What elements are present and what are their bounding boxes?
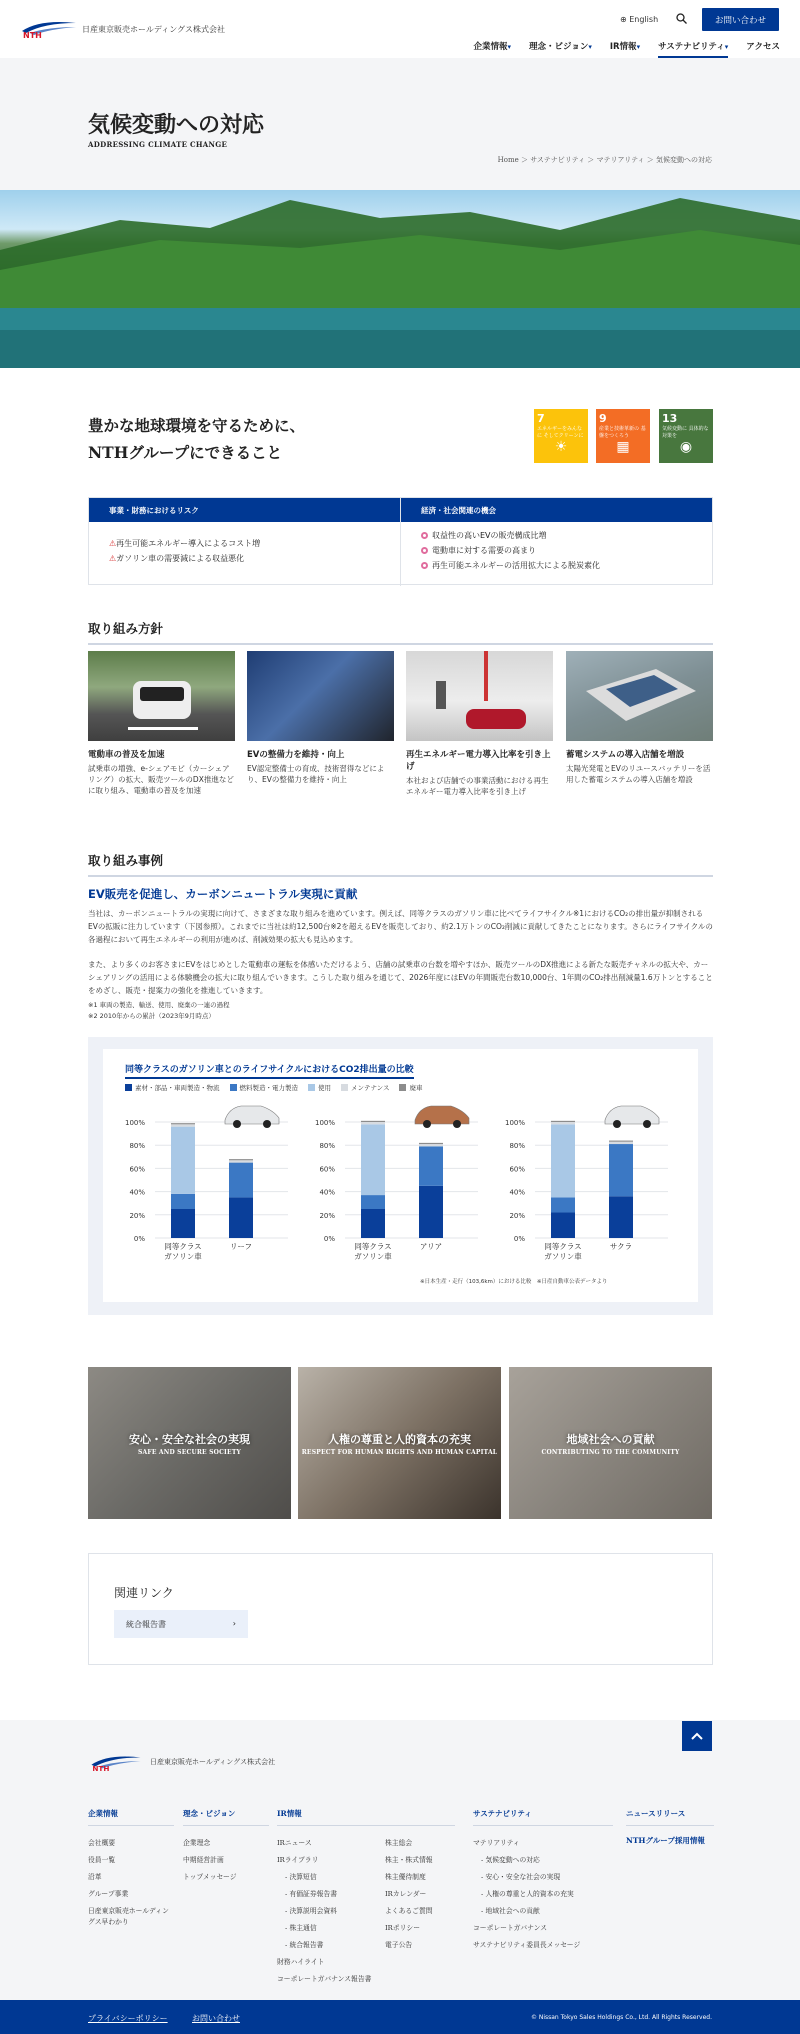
y-tick-label: 0%	[513, 1235, 525, 1243]
legend-swatch	[399, 1084, 406, 1091]
risk-text: ガソリン車の需要減による収益悪化	[116, 554, 245, 563]
footer-link[interactable]: 中期経営計画	[183, 1856, 224, 1864]
y-tick-label: 100%	[124, 1119, 145, 1127]
photo-title: 地域社会への貢献	[566, 1433, 655, 1446]
lead-line1: 豊かな地球環境を守るために、	[88, 416, 306, 435]
chevron-right-icon: ›	[232, 1619, 236, 1628]
bar-segment	[361, 1124, 385, 1195]
y-tick-label: 20%	[319, 1211, 335, 1220]
policy-card	[88, 651, 235, 796]
footer-link[interactable]: 役員一覧	[88, 1856, 116, 1864]
footer-link[interactable]: - 株主通信	[285, 1924, 317, 1932]
bar-segment	[361, 1122, 385, 1124]
wheel-icon	[423, 1120, 431, 1128]
language-link[interactable]	[620, 15, 658, 24]
legend-item	[341, 1083, 389, 1092]
bar-segment	[609, 1196, 633, 1238]
footer-col-head[interactable]: 企業情報	[88, 1808, 174, 1826]
circle-icon	[421, 547, 428, 554]
footer-col-ir	[277, 1808, 455, 1988]
footer-col-head[interactable]: ニュースリリース	[626, 1808, 714, 1826]
safe-society-card[interactable]	[88, 1367, 291, 1519]
co2-comparison-chart	[103, 1100, 698, 1275]
bar-segment	[551, 1197, 575, 1212]
page-top-button[interactable]	[682, 1721, 712, 1751]
footer-link[interactable]: IRカレンダー	[385, 1890, 427, 1898]
policy-card	[247, 651, 394, 785]
chart-title: 同等クラスのガソリン車とのライフサイクルにおけるCO2排出量の比較	[125, 1062, 414, 1079]
sdg7-icon	[534, 409, 588, 463]
opportunity-text: 収益性の高いEVの販売構成比増	[432, 531, 547, 540]
sdg-label: 気候変動に 具体的な対策を	[662, 426, 709, 439]
legend-swatch	[230, 1084, 237, 1091]
nav-label: 企業情報	[473, 42, 508, 52]
x-category-label: サクラ	[609, 1242, 633, 1251]
community-card[interactable]	[509, 1367, 712, 1519]
sdg9-icon	[596, 409, 650, 463]
footer-link[interactable]: - 気候変動への対応	[481, 1856, 540, 1864]
mechanic-image	[247, 651, 394, 741]
card-desc: 試乗車の増強、e-シェアモビ（カーシェアリング）の拡大、販売ツールのDX推進などに取り組み、電動車の普及を加速	[88, 764, 234, 795]
card-title: 電動車の普及を加速	[88, 750, 165, 760]
footer-link[interactable]: - 人権の尊重と人的資本の充実	[481, 1890, 574, 1898]
bar-segment	[419, 1143, 443, 1144]
footer-link[interactable]: 株主・株式情報	[385, 1856, 433, 1864]
eye-earth-icon: ◉	[679, 439, 693, 455]
x-category-label: 同等クラス	[164, 1242, 202, 1251]
sdg-label: 産業と技術革新の 基盤をつくろう	[599, 426, 646, 439]
footer-link[interactable]: IRポリシー	[385, 1924, 420, 1932]
privacy-policy-link[interactable]: プライバシーポリシー	[88, 2014, 168, 2023]
chevron-down-icon: ▾	[507, 43, 511, 51]
nav-ir[interactable]	[610, 40, 640, 58]
nav-company[interactable]	[473, 40, 511, 58]
footer-col-news	[626, 1808, 714, 1846]
footer-link[interactable]: 会社概要	[88, 1839, 116, 1847]
global-nav	[473, 40, 780, 58]
bar-segment	[361, 1195, 385, 1209]
y-tick-label: 60%	[509, 1165, 525, 1174]
footer-col-vision	[183, 1808, 269, 1886]
opportunity-item	[421, 558, 702, 573]
chevron-down-icon: ▾	[588, 43, 592, 51]
footer-link[interactable]: 株主優待制度	[385, 1873, 426, 1881]
bar-segment	[171, 1127, 195, 1194]
x-category-label: リーフ	[229, 1242, 253, 1251]
wheel-icon	[233, 1120, 241, 1128]
legend-label: メンテナンス	[351, 1084, 390, 1092]
legend-item	[230, 1083, 299, 1092]
card-desc: 本社および店舗での事業活動における再生エネルギー電力導入比率を引き上げ	[406, 776, 549, 796]
related-links	[88, 1553, 713, 1665]
y-tick-label: 80%	[319, 1142, 335, 1151]
footer-link[interactable]: 財務ハイライト	[277, 1958, 325, 1966]
card-title: 蓄電システムの導入店舗を増設	[566, 750, 685, 760]
car-icon	[605, 1106, 659, 1124]
sdg-number: 9	[599, 412, 607, 425]
legend-item	[308, 1083, 331, 1092]
footer-link[interactable]: 日産東京販売ホールディングス早わかり	[88, 1907, 169, 1926]
lead-line2: NTHグループにできること	[88, 443, 283, 462]
svg-text:NTH: NTH	[92, 1764, 110, 1772]
contact-button[interactable]: お問い合わせ	[702, 8, 779, 31]
link-label: 統合報告書	[126, 1620, 166, 1629]
footer-bottom-bar	[0, 2000, 800, 2034]
bar-segment	[551, 1124, 575, 1197]
opportunity-text: 再生可能エネルギーの活用拡大による脱炭素化	[432, 561, 600, 570]
x-category-label: アリア	[419, 1242, 443, 1251]
solar-building-image	[566, 651, 713, 741]
x-category-label: 同等クラス	[544, 1242, 582, 1251]
language-label: English	[629, 15, 659, 24]
circle-icon	[421, 562, 428, 569]
photo-subtitle: CONTRIBUTING TO THE COMMUNITY	[541, 1449, 680, 1456]
policy-heading: 取り組み方針	[88, 619, 713, 645]
y-tick-label: 100%	[504, 1119, 525, 1127]
footer-link[interactable]: よくあるご質問	[385, 1907, 433, 1915]
footer-link[interactable]: - 統合報告書	[285, 1941, 324, 1949]
y-tick-label: 20%	[509, 1211, 525, 1220]
legend-label: 燃料製造・電力製造	[239, 1084, 298, 1092]
footer-link[interactable]: - 有価証券報告書	[285, 1890, 338, 1898]
footer-link[interactable]: トップメッセージ	[183, 1873, 237, 1881]
sdg-number: 13	[662, 412, 678, 425]
bar-segment	[229, 1159, 253, 1160]
search-icon[interactable]	[676, 13, 687, 24]
legend-item	[399, 1083, 422, 1092]
footer-col-sustainability	[473, 1808, 613, 1954]
y-tick-label: 60%	[319, 1165, 335, 1174]
cube-icon: ▦	[616, 439, 630, 455]
chevron-down-icon: ▾	[636, 43, 641, 51]
y-tick-label: 40%	[129, 1188, 145, 1197]
page-subtitle: ADDRESSING CLIMATE CHANGE	[88, 140, 228, 149]
footer-link[interactable]: 沿革	[88, 1873, 102, 1881]
bar-segment	[171, 1194, 195, 1209]
footer-logo[interactable]	[88, 1752, 144, 1772]
risk-heading: 事業・財務におけるリスク	[89, 498, 400, 522]
legend-item	[125, 1083, 220, 1092]
y-tick-label: 80%	[129, 1142, 145, 1151]
ev-charging-image	[406, 651, 553, 741]
opportunity-column	[401, 498, 712, 586]
globe-icon: ⊕	[620, 15, 627, 24]
copyright: © Nissan Tokyo Sales Holdings Co., Ltd. All Rights Reserved.	[530, 2014, 712, 2021]
circle-icon	[421, 532, 428, 539]
note-1: ※1 車両の製造、輸送、使用、廃棄の一連の過程	[88, 1001, 230, 1009]
bar-segment	[171, 1123, 195, 1124]
footer-contact-link[interactable]: お問い合わせ	[192, 2014, 240, 2023]
footer-link[interactable]: - 安心・安全な社会の実現	[481, 1873, 561, 1881]
opportunity-item	[421, 543, 702, 558]
site-header	[0, 0, 800, 58]
footer-link[interactable]: - 決算説明会資料	[285, 1907, 338, 1915]
bar-segment	[361, 1121, 385, 1122]
integrated-report-link[interactable]	[114, 1610, 248, 1638]
legend-swatch	[125, 1084, 132, 1091]
photo-subtitle: RESPECT FOR HUMAN RIGHTS AND HUMAN CAPITAL	[301, 1449, 498, 1456]
footer-company: 日産東京販売ホールディングス株式会社	[150, 1758, 276, 1766]
footer-col-head[interactable]: サステナビリティ	[473, 1808, 613, 1826]
wheel-icon	[643, 1120, 651, 1128]
footer-link[interactable]: コーポレートガバナンス報告書	[277, 1975, 372, 1983]
bar-segment	[171, 1209, 195, 1238]
mountain-lake-image	[0, 190, 800, 368]
bar-segment	[609, 1141, 633, 1142]
opportunity-heading: 経済・社会関連の機会	[401, 498, 712, 522]
footer-link[interactable]: IRニュース	[277, 1839, 312, 1847]
risk-column	[89, 498, 401, 586]
chart-legend	[125, 1083, 422, 1092]
svg-text:NTH: NTH	[23, 31, 42, 39]
footer-link[interactable]: IRライブラリ	[277, 1856, 319, 1864]
y-tick-label: 80%	[509, 1142, 525, 1151]
company-name: 日産東京販売ホールディングス株式会社	[82, 25, 225, 34]
human-rights-card[interactable]	[298, 1367, 501, 1519]
bar-segment	[419, 1144, 443, 1146]
x-category-label: ガソリン車	[544, 1252, 582, 1261]
y-tick-label: 60%	[129, 1165, 145, 1174]
footer-link[interactable]: 企業理念	[183, 1839, 211, 1847]
examples-heading: 取り組み事例	[88, 851, 713, 877]
bar-segment	[361, 1209, 385, 1238]
page-title: 気候変動への対応	[88, 112, 265, 138]
examples-subheading: EV販売を促進し、カーボンニュートラル実現に貢献	[88, 887, 358, 901]
sun-icon: ☀	[554, 439, 568, 455]
examples-notes	[88, 1000, 713, 1022]
bar-segment	[609, 1144, 633, 1196]
warning-icon: ⚠	[109, 539, 117, 548]
risk-text: 再生可能エネルギー導入によるコスト増	[116, 539, 261, 548]
bar-segment	[551, 1121, 575, 1122]
y-tick-label: 20%	[129, 1211, 145, 1220]
car-icon	[225, 1106, 279, 1124]
recruit-link[interactable]: NTHグループ採用情報	[626, 1836, 705, 1845]
lead-title	[88, 412, 305, 466]
car-icon	[415, 1106, 469, 1124]
risk-item	[109, 536, 390, 551]
warning-icon: ⚠	[109, 554, 117, 563]
legend-label: 使用	[318, 1084, 331, 1092]
footer-link[interactable]: - 地域社会への貢献	[481, 1907, 540, 1915]
photo-subtitle: SAFE AND SECURE SOCIETY	[138, 1449, 241, 1456]
nav-vision[interactable]	[529, 40, 592, 58]
nav-label: IR情報	[609, 42, 637, 52]
y-tick-label: 100%	[314, 1119, 335, 1127]
bar-segment	[609, 1142, 633, 1144]
policy-card	[566, 651, 713, 785]
ev-car-image	[88, 651, 235, 741]
card-title: 再生エネルギー電力導入比率を引き上げ	[406, 750, 551, 772]
breadcrumb[interactable]: Home ＞ サステナビリティ ＞ マテリアリティ ＞ 気候変動への対応	[497, 156, 712, 164]
wheel-icon	[453, 1120, 461, 1128]
bar-segment	[171, 1124, 195, 1126]
related-title: 関連リンク	[114, 1586, 174, 1600]
photo-title: 人権の尊重と人的資本の充実	[328, 1433, 471, 1446]
risk-opportunity-table	[88, 497, 713, 585]
bar-segment	[551, 1212, 575, 1238]
wheel-icon	[263, 1120, 271, 1128]
chart-note: ※日本生産・走行（103,6km）における比較 ※日産自動車公表データより	[420, 1279, 608, 1285]
footer-link[interactable]: コーポレートガバナンス	[473, 1924, 548, 1932]
x-category-label: ガソリン車	[164, 1252, 202, 1261]
hero-landscape-image	[0, 190, 800, 368]
page-title-area	[0, 58, 800, 190]
y-tick-label: 0%	[323, 1235, 335, 1243]
nav-label: 理念・ビジョン	[528, 42, 589, 52]
footer-col-head[interactable]: IR情報	[277, 1808, 455, 1826]
sdg-number: 7	[537, 412, 545, 425]
examples-paragraph-2: また、より多くのお客さまにEVをはじめとした電動車の運転を体感いただけるよう、店舗の試乗車の台数を増やすほか、販売ツールのDX推進による新たな販売チャネルの拡大や、カーシェアリングの活用による体験機会の拡大に取り組んでいきます。こうした取り組みを通じて、2026年度にはEVの年間販売台数10,000台、1年間のCO₂排出削減量1.6万トンとすることをめざし、販売・提案力の強化を推進していきます。	[88, 960, 713, 995]
legend-label: 素材・部品・車両製造・物流	[135, 1084, 220, 1092]
footer-link[interactable]: サステナビリティ委員長メッセージ	[473, 1941, 581, 1949]
x-category-label: 同等クラス	[354, 1242, 392, 1251]
footer-link[interactable]: マテリアリティ	[473, 1839, 520, 1847]
sdg-label: エネルギーをみんなに そしてクリーンに	[537, 426, 584, 439]
note-2: ※2 2010年からの累計（2023年9月時点）	[88, 1012, 215, 1020]
bar-segment	[419, 1146, 443, 1185]
footer-link[interactable]: グループ事業	[88, 1890, 129, 1898]
legend-label: 廃車	[409, 1084, 423, 1092]
card-desc: EV認定整備士の育成、技術習得などにより、EVの整備力を維持・向上	[247, 764, 385, 784]
card-title: EVの整備力を維持・向上	[247, 750, 345, 760]
risk-item	[109, 551, 390, 566]
footer-link[interactable]: 電子公告	[385, 1941, 413, 1949]
y-tick-label: 40%	[509, 1188, 525, 1197]
nav-access[interactable]: アクセス	[746, 42, 780, 52]
footer-link[interactable]: 株主総会	[385, 1839, 413, 1847]
opportunity-text: 電動車に対する需要の高まり	[432, 546, 536, 555]
wheel-icon	[613, 1120, 621, 1128]
footer-col-head[interactable]: 理念・ビジョン	[183, 1808, 269, 1826]
footer-link[interactable]: - 決算短信	[285, 1873, 317, 1881]
bar-segment	[229, 1163, 253, 1198]
opportunity-item	[421, 528, 702, 543]
y-tick-label: 40%	[319, 1188, 335, 1197]
chevron-down-icon: ▾	[724, 43, 729, 51]
bar-segment	[229, 1160, 253, 1162]
nth-logo[interactable]	[20, 17, 78, 39]
footer-col-company	[88, 1808, 174, 1928]
card-desc: 太陽光発電とEVのリユースバッテリーを活用した蓄電システムの導入店舗を増設	[566, 764, 711, 784]
bar-segment	[419, 1186, 443, 1238]
chevron-up-icon	[691, 1732, 703, 1740]
examples-paragraph-1: 当社は、カーボンニュートラルの実現に向けて、さまざまな取り組みを進めています。例えば、同等クラスのガソリン車に比べてライフサイクル※1におけるCO₂の排出量が抑制されるEVの拡販に注力しています（下図参照）。これまでに当社は約12,500台※2を超えるEVを販売しており、約2.1万トンのCO₂削減に貢献してきたことになります。さらにライフサイクルの各過程において再生エネルギーの利用が進めば、削減効果の拡大も見込めます。	[88, 909, 713, 944]
policy-card	[406, 651, 553, 797]
x-category-label: ガソリン車	[354, 1252, 392, 1261]
y-tick-label: 0%	[133, 1235, 145, 1243]
photo-title: 安心・安全な社会の実現	[129, 1433, 250, 1446]
sdg13-icon	[659, 409, 713, 463]
legend-swatch	[341, 1084, 348, 1091]
legend-swatch	[308, 1084, 315, 1091]
nav-sustainability[interactable]	[658, 40, 728, 58]
nav-label: サステナビリティ	[658, 42, 725, 52]
bar-segment	[229, 1197, 253, 1238]
bar-segment	[551, 1122, 575, 1124]
